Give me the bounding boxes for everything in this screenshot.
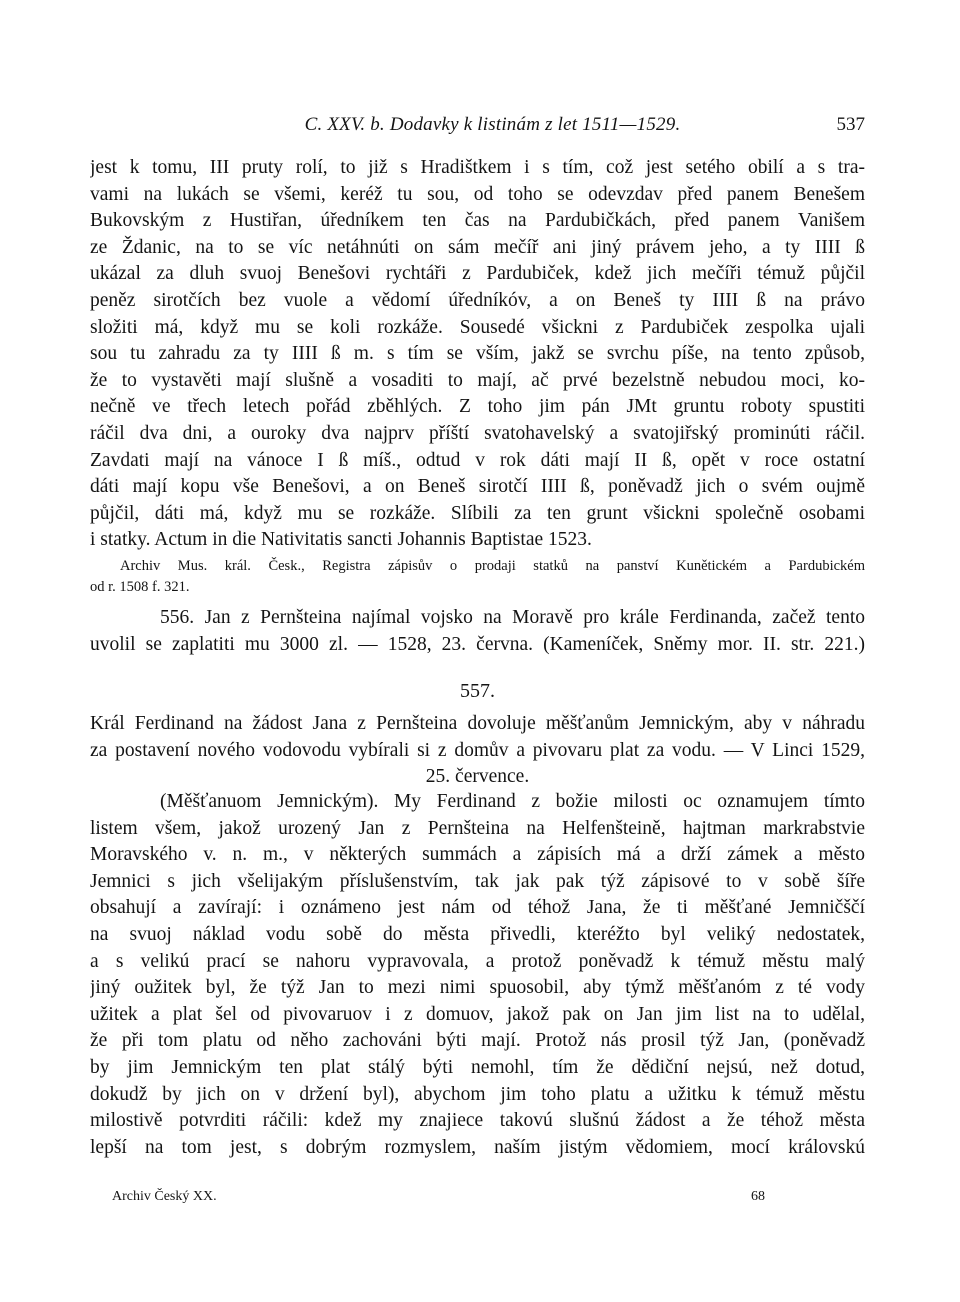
body-line: a s velikú prací se nahoru vypravovala, a protož poněvadž k témuž městu malý [90,950,865,972]
document-number: 557. [460,680,495,702]
text-line: i statky. Actum in die Nativitatis sancti Johannis Baptistae 1523. [90,529,592,551]
text-line: vami na lukách se všemi, keréž tu sou, od toho se odevzdav před panem Benešem [90,183,865,205]
text-line: ráčil dva dni, a ouroky dva najprv příští svatohavelský a svatojiřský prominúti ráčil. [90,422,865,444]
text-line: půjčil, dáti má, když mu se rozkáže. Slíbili za ten grunt všickni společně osobami [90,502,865,524]
source-note [90,556,865,598]
summary-line: Král Ferdinand na žádost Jana z Pernšteina dovoluje měšťanům Jemnickým, aby v náhradu [90,713,865,734]
source-note-line: Archiv Mus. král. Česk., Registra zápisův o prodaji statků na panství Kunětickém a Pardubickém [120,558,865,574]
text-line: peněz sirotčích bez vuole a vědomí úředníkóv, a on Beneš ty IIII ß na právo [90,289,865,311]
body-line: Jemnici s jich všelijakým příslušenstvím, tak jak pak týž zápisové to v sobě šíře [90,870,865,892]
entry-556-line: uvolil se zaplatiti mu 3000 zl. — 1528, 23. června. (Kameníček, Sněmy mor. II. str. 221.) [90,633,865,655]
body-line: listem všem, jakož urozený Jan z Pernšteina na Helfenšteině, hajtman markrabstvie [90,817,865,839]
running-header [90,114,865,138]
text-line: Bukovským z Hustiřan, úředníkem ten čas na Pardubičkách, před panem Vanišem [90,210,865,232]
text-line: dáti mají kopu vše Benešovi, a on Beneš sirotčí IIII ß, poněvadž jich o svém oujmě [90,476,865,498]
document-body [90,789,865,1161]
page-number: 537 [836,114,865,135]
body-line: lepší na tom jest, s dobrým rozmyslem, naším jistým vědomiem, mocí královskú [90,1136,865,1158]
body-line: že při tom platu od něho zachováni býti mají. Protož nás prosil týž Jan, (poněvadž [90,1030,865,1052]
footer-sheet-number: 68 [751,1189,765,1204]
paragraph-top [90,155,865,554]
text-line: složiti má, když mu se koli rozkáže. Sousedé všickni z Pardubiček zespolka ujali [90,316,865,338]
summary-line: za postavení nového vodovodu vybírali si z domův a pivovaru plat za vodu. — V Linci 1529, [90,739,865,761]
document-summary [90,711,865,791]
body-line: jiný oužitek byl, že týž Jan to mezi nimi spuosobil, aby týmž měšťanóm z té vody [90,977,865,999]
running-title: C. XXV. b. Dodavky k listinám z let 1511—1529. [304,114,681,135]
body-line: obsahují a zavírají: i oznámeno jest nám od téhož Jana, že ti měšťané Jemničščí [90,897,865,919]
body-line: užitek a plat šel od pivovaruov i z domuov, jakož pak on Jan jim list na to udělal, [90,1003,865,1025]
body-line: Moravského v. n. m., v některých summách a zápisích má a drží zámek a město [90,844,865,866]
entry-556 [90,605,865,658]
text-line: nečně ve třech letech pořád zběhlých. Z toho jim pán JMt gruntu roboty spustiti [90,396,865,418]
text-line: jest k tomu, III pruty rolí, to již s Hradištkem i s tím, což jest setého obilí a s tra- [90,157,865,178]
source-note-line: od r. 1508 f. 321. [90,579,190,595]
body-line: dokudž by jich on v držení byl), abychom jim toho platu a užitku k témuž městu [90,1083,865,1105]
entry-556-line: 556. Jan z Pernšteina najímal vojsko na Moravě pro krále Ferdinanda, začež tento [160,607,865,628]
summary-line: 25. července. [425,766,530,788]
body-line: na svuoj náklad vodu sobě do města přivedli, kteréžto byl veliký nedostatek, [90,923,865,945]
text-line: že to vystavěti mají slušně a vosaditi to mají, ač prvé bezelstně nebudou moci, ko- [90,369,865,391]
body-line: milostivě potvrditi ráčili: kdež my znajiece takovú slušnú žádost a že téhož města [90,1110,865,1132]
text-line: sou tu zahradu za ty IIII ß m. s tím se vším, jakž se svrchu píše, na tento způsob, [90,343,865,365]
page-footer [112,1189,865,1209]
text-line: ze Ždanic, na to se víc netáhnúti on sám mečíř ani jiný právem jeho, a ty IIII ß [90,236,865,258]
body-line: (Měšťanuom Jemnickým). My Ferdinand z božie milosti oc oznamujem tímto [160,791,865,812]
text-line: Zavdati mají na vánoce I ß míš., odtud v rok dáti mají II ß, opět v roce ostatní [90,449,865,471]
body-line: by jim Jemnickým ten plat stálý býti nemohl, tím že dědiční nejsú, než dotud, [90,1056,865,1078]
text-line: ukázal za dluh svuoj Benešovi rychtáři z Pardubiček, kdež jich mečíři témuž půjčil [90,263,865,285]
footer-signature: Archiv Český XX. [112,1189,217,1204]
